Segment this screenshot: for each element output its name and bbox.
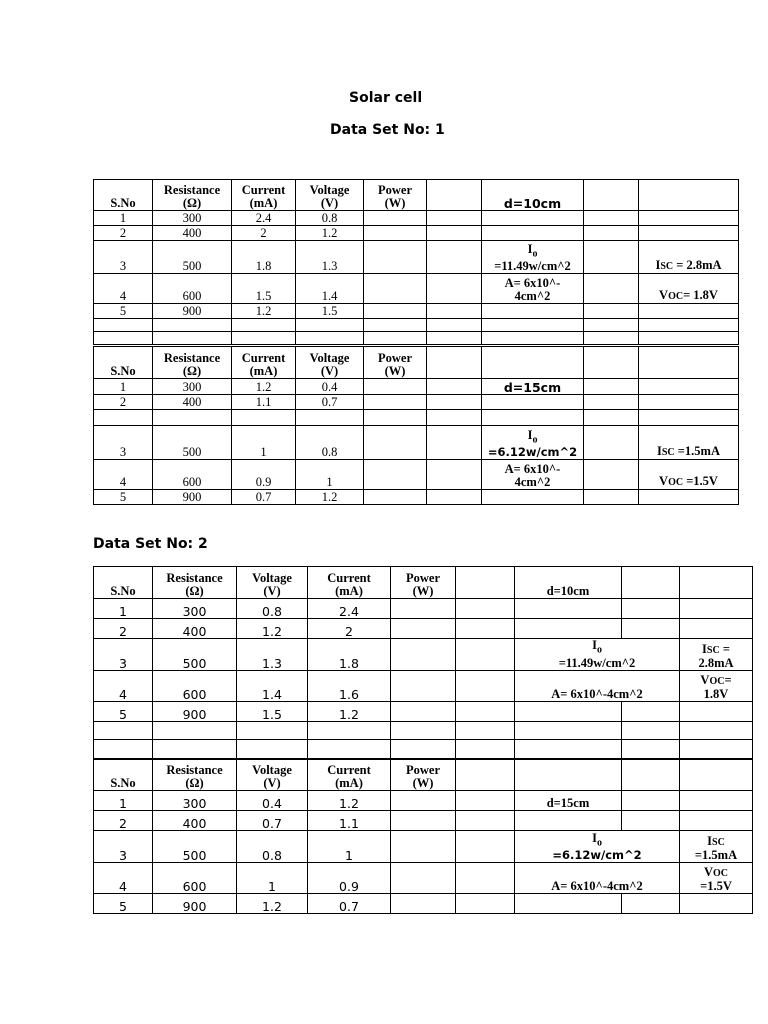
sno-header: S.No [94,347,153,379]
data-set-1-table-d15 [93,346,739,505]
voltage-header: Voltage (V) [296,347,364,379]
resistance-cell: 600 [153,863,237,894]
current-header: Current (mA) [308,567,391,599]
sno-cell: 1 [94,791,153,811]
table-row [94,639,753,671]
sno-cell: 2 [94,619,153,639]
voltage-cell: 1.3 [237,639,308,671]
voc-value: VOC= 1.8V [680,670,753,701]
isc-value: ISC = 2.8mA [639,241,739,274]
resistance-cell: 500 [153,241,232,274]
spacer-row [94,332,739,345]
resistance-cell: 400 [153,226,232,241]
sno-header: S.No [94,567,153,599]
data-set-2-table-d10 [93,566,753,760]
data-set-2-heading: Data Set No: 2 [93,536,208,552]
power-header: Power (W) [391,567,456,599]
current-cell: 1.2 [232,379,296,395]
sno-cell: 4 [94,460,153,490]
current-cell: 0.9 [308,863,391,894]
resistance-cell: 900 [153,894,237,914]
voc-value: VOC =1.5V [639,460,739,490]
sno-cell: 3 [94,426,153,460]
data-set-1-table-d10 [93,179,739,345]
current-cell: 1.6 [308,670,391,701]
distance-label: d=10cm [515,567,622,599]
voltage-cell: 1.5 [237,701,308,721]
spacer-row [94,721,753,739]
header-row [94,347,739,379]
resistance-cell: 500 [153,426,232,460]
table-row [94,241,739,274]
table-row [94,426,739,460]
resistance-cell: 500 [153,831,237,863]
voc-value: VOC =1.5V [680,863,753,894]
current-cell: 2 [308,619,391,639]
resistance-header: Resistance (Ω) [153,759,237,791]
voltage-cell: 0.7 [296,395,364,410]
table-row [94,226,739,241]
table-row [94,379,739,395]
voltage-cell: 1 [296,460,364,490]
voltage-cell: 1.5 [296,304,364,319]
current-cell: 1.8 [308,639,391,671]
table-row [94,599,753,619]
voltage-cell: 1.4 [237,670,308,701]
table-row [94,304,739,319]
table-row [94,670,753,701]
data-set-1-heading: Data Set No: 1 [330,122,445,138]
sno-cell: 1 [94,379,153,395]
current-cell: 1.1 [232,395,296,410]
isc-value: ISC =1.5mA [680,831,753,863]
table-row [94,395,739,410]
resistance-cell: 400 [153,619,237,639]
table-row [94,811,753,831]
resistance-cell: 300 [153,599,237,619]
current-cell: 2.4 [232,211,296,226]
distance-label: d=10cm [482,180,584,211]
header-row [94,180,739,211]
sno-cell: 5 [94,894,153,914]
spacer-row [94,739,753,759]
current-cell: 0.9 [232,460,296,490]
voltage-header: Voltage (V) [237,759,308,791]
current-cell: 1.8 [232,241,296,274]
header-row [94,759,753,791]
table-row [94,490,739,505]
resistance-header: Resistance (Ω) [153,180,232,211]
current-cell: 1 [308,831,391,863]
resistance-cell: 300 [153,379,232,395]
current-cell: 1 [232,426,296,460]
voltage-cell: 0.8 [296,211,364,226]
resistance-cell: 300 [153,211,232,226]
table-row [94,619,753,639]
sno-cell: 4 [94,274,153,304]
voltage-cell: 0.7 [237,811,308,831]
distance-label: d=15cm [515,791,622,811]
area-value: A= 6x10^- 4cm^2 [482,274,584,304]
voltage-cell: 1.2 [296,490,364,505]
voltage-cell: 0.4 [296,379,364,395]
resistance-header: Resistance (Ω) [153,567,237,599]
data-set-2-table-d15 [93,758,753,914]
area-value: A= 6x10^- 4cm^2 [482,460,584,490]
area-value: A= 6x10^-4cm^2 [515,863,680,894]
voltage-header: Voltage (V) [237,567,308,599]
voltage-cell: 0.4 [237,791,308,811]
sno-cell: 5 [94,701,153,721]
voltage-cell: 0.8 [237,599,308,619]
sno-cell: 5 [94,304,153,319]
sno-cell: 4 [94,863,153,894]
sno-cell: 2 [94,395,153,410]
resistance-cell: 900 [153,701,237,721]
resistance-cell: 900 [153,304,232,319]
current-cell: 2.4 [308,599,391,619]
voltage-header: Voltage (V) [296,180,364,211]
resistance-cell: 400 [153,811,237,831]
distance-label: d=15cm [482,379,584,395]
sno-cell: 1 [94,599,153,619]
voltage-cell: 1.3 [296,241,364,274]
voltage-cell: 1.2 [296,226,364,241]
power-header: Power (W) [391,759,456,791]
sno-cell: 4 [94,670,153,701]
sno-cell: 3 [94,831,153,863]
table-row [94,831,753,863]
sno-header: S.No [94,759,153,791]
resistance-cell: 400 [153,395,232,410]
table-row [94,274,739,304]
resistance-cell: 900 [153,490,232,505]
voltage-cell: 1.4 [296,274,364,304]
isc-value: ISC = 2.8mA [680,639,753,671]
page-title: Solar cell [349,90,423,106]
resistance-cell: 600 [153,274,232,304]
power-header: Power (W) [364,180,427,211]
area-value: A= 6x10^-4cm^2 [515,670,680,701]
sno-cell: 5 [94,490,153,505]
spacer-row [94,410,739,426]
current-cell: 2 [232,226,296,241]
resistance-cell: 600 [153,670,237,701]
io-value: $I_o$ =6.12w/cm^2 [515,831,680,863]
table-row [94,460,739,490]
spacer-row [94,319,739,332]
io-value: $I_o$ =6.12w/cm^2 [482,426,584,460]
sno-cell: 2 [94,811,153,831]
isc-value: ISC =1.5mA [639,426,739,460]
io-value: $I_o$ =11.49w/cm^2 [515,639,680,671]
table-row [94,894,753,914]
sno-cell: 2 [94,226,153,241]
sno-header: S.No [94,180,153,211]
voltage-cell: 1.2 [237,894,308,914]
current-cell: 1.5 [232,274,296,304]
voc-value: VOC= 1.8V [639,274,739,304]
io-value: $I_o$ =11.49w/cm^2 [482,241,584,274]
current-cell: 0.7 [308,894,391,914]
sno-cell: 3 [94,639,153,671]
table-row [94,863,753,894]
resistance-header: Resistance (Ω) [153,347,232,379]
current-header: Current (mA) [308,759,391,791]
voltage-cell: 0.8 [237,831,308,863]
table-row [94,791,753,811]
empty-cell [639,180,739,211]
resistance-cell: 300 [153,791,237,811]
empty-cell [427,180,482,211]
voltage-cell: 1 [237,863,308,894]
current-cell: 1.2 [232,304,296,319]
table-row [94,211,739,226]
current-header: Current (mA) [232,180,296,211]
power-header: Power (W) [364,347,427,379]
header-row [94,567,753,599]
current-cell: 1.2 [308,701,391,721]
current-header: Current (mA) [232,347,296,379]
current-cell: 1.1 [308,811,391,831]
resistance-cell: 600 [153,460,232,490]
sno-cell: 3 [94,241,153,274]
voltage-cell: 0.8 [296,426,364,460]
sno-cell: 1 [94,211,153,226]
empty-cell [584,180,639,211]
resistance-cell: 500 [153,639,237,671]
voltage-cell: 1.2 [237,619,308,639]
current-cell: 0.7 [232,490,296,505]
table-row [94,701,753,721]
current-cell: 1.2 [308,791,391,811]
